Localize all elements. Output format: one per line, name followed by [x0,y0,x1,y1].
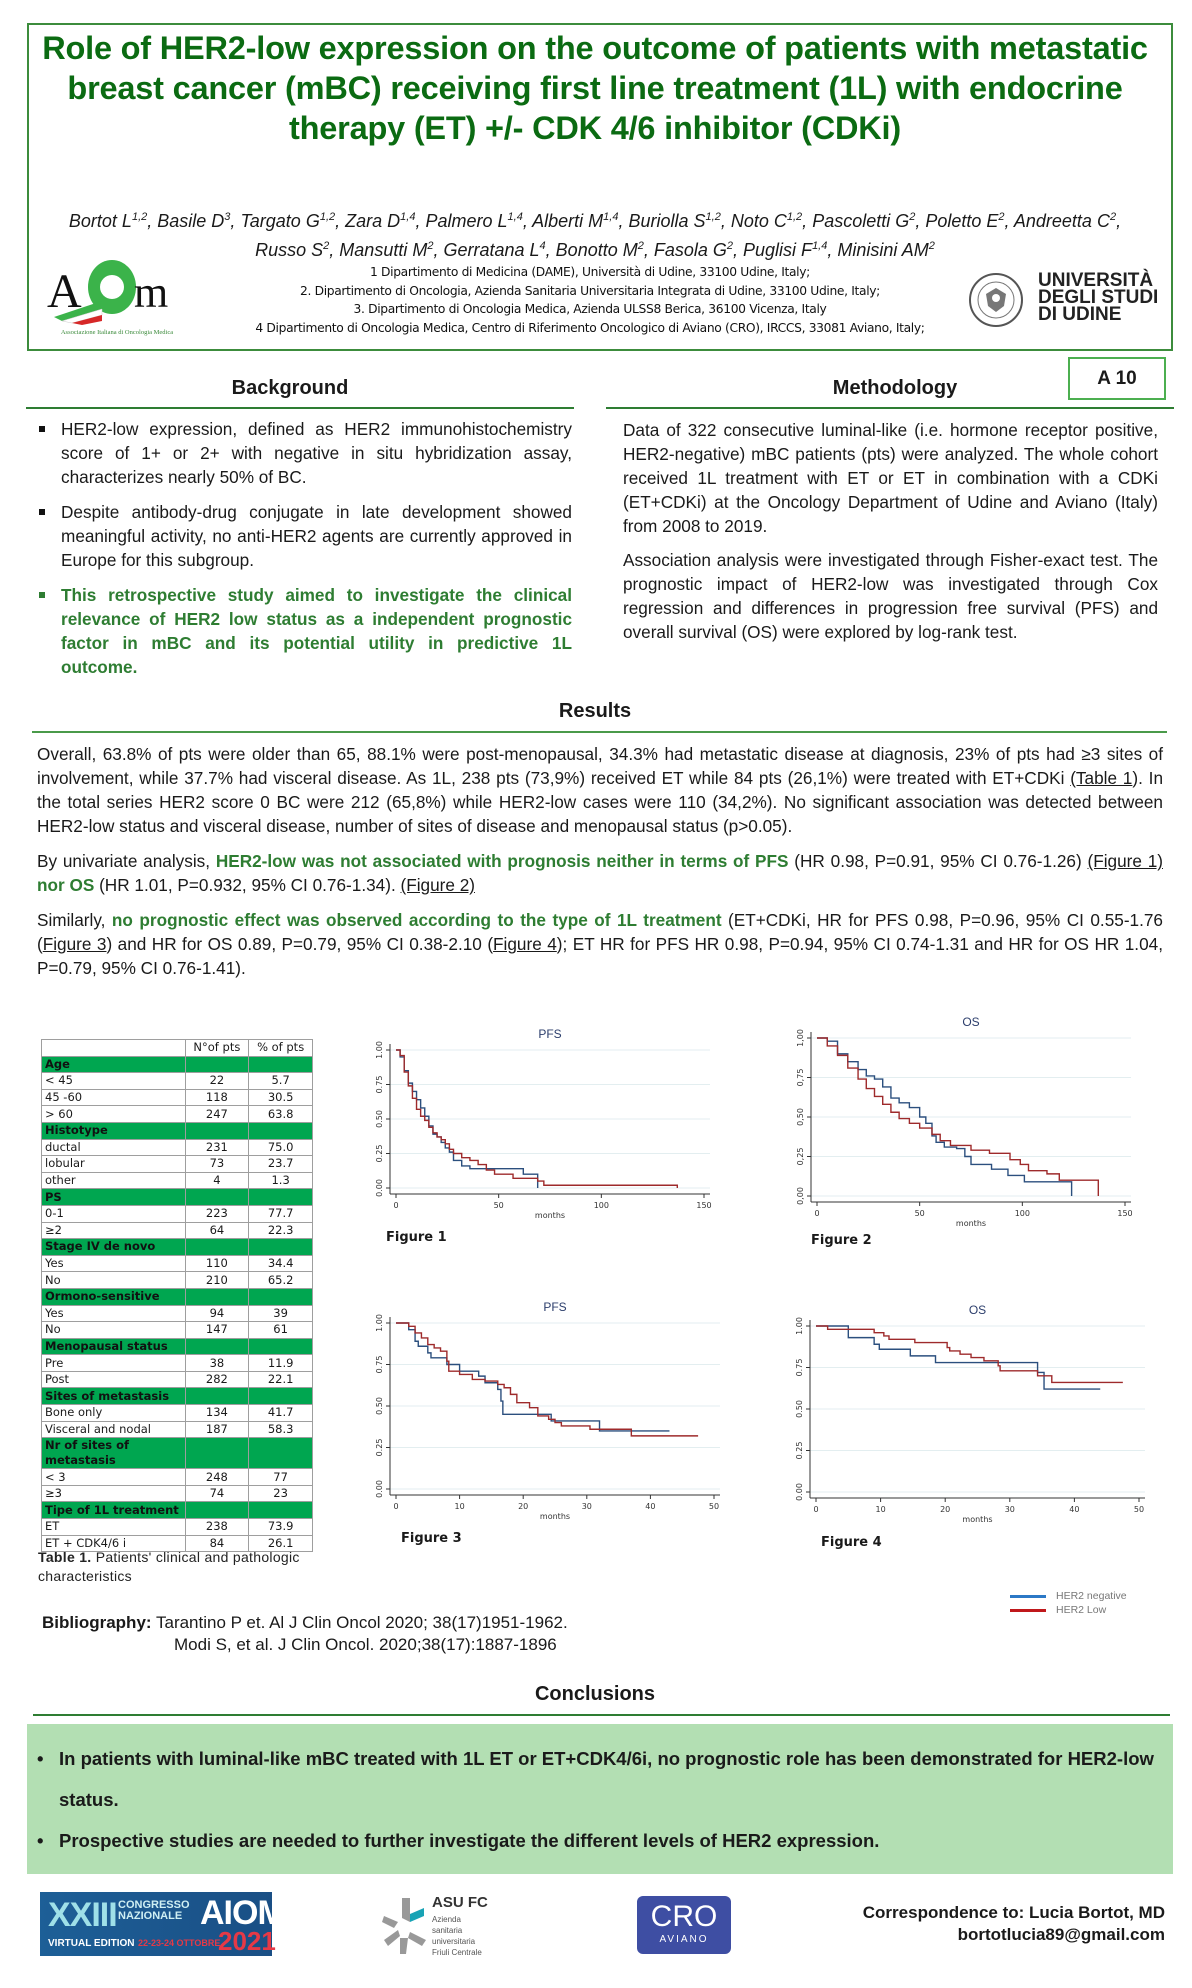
text-span: Similarly, [37,910,112,930]
group-cell [185,1239,249,1256]
author: Pascoletti $G^2$ [812,211,916,231]
y-tick-label: 1.00 [375,1314,384,1332]
group-name: Sites of metastasis [42,1388,186,1405]
group-cell [185,1288,249,1305]
x-tick-label: 40 [645,1502,656,1511]
author: Alberti M$^{1,4}$ [532,211,619,231]
pts-percent: 58.3 [249,1421,313,1438]
group-name: Menopausal status [42,1338,186,1355]
author: Zara D$^{1,4}$ [345,211,416,231]
pts-percent: 39 [249,1305,313,1322]
author: Buriolla S$^{1,2}$ [628,211,721,231]
congress-brand: AIOM [200,1894,285,1932]
km-curve-her2-low [816,1326,1123,1382]
table-1-link[interactable]: (Table 1 [1070,768,1133,788]
row-label: No [42,1322,186,1339]
y-tick-label: 0.25 [375,1144,384,1163]
pts-count: 38 [185,1355,249,1372]
background-title: Background [231,377,349,399]
chart-title: PFS [543,1300,567,1314]
correspondence-email[interactable]: bortotlucia89@gmail.com [957,1925,1165,1944]
pts-percent: 11.9 [249,1355,313,1372]
table-header: % of pts [249,1040,313,1057]
x-axis-label: months [962,1515,993,1524]
pts-count: 210 [185,1272,249,1289]
pts-count: 147 [185,1322,249,1339]
methodology-rule [606,407,1174,409]
affiliation-4: 4 Dipartimento di Oncologia Medica, Centro di Riferimento Oncologico di Aviano (CRO), IRCCS, 33081 Aviano, Italy; [255,320,925,335]
x-tick-label: 150 [1117,1209,1133,1218]
table-group-row [42,1239,313,1256]
aiom-logo-subtitle: Associazione Italiana di Oncologia Medica [60,329,174,336]
university-seal-icon [968,272,1028,332]
x-tick-label: 100 [1014,1209,1030,1218]
table-row [42,1255,313,1272]
group-name: Age [42,1056,186,1073]
row-label: Visceral and nodal [42,1421,186,1438]
figure-1-link[interactable]: (Figure 1) [1087,851,1163,871]
table-row [42,1322,313,1339]
y-tick-label: 0.75 [375,1075,384,1094]
y-tick-label: 0,25 [796,1147,805,1166]
author: Minisini $AM^2$ [837,240,935,260]
legend-label: HER2 Low [1056,1604,1107,1616]
x-tick-label: 0 [393,1502,399,1511]
pts-percent: 61 [249,1322,313,1339]
conclusions-title: Conclusions [534,1683,655,1705]
background-rule [26,407,574,409]
pts-percent: 63.8 [249,1106,313,1123]
pts-count: 118 [185,1089,249,1106]
x-tick-label: 10 [875,1505,886,1514]
group-cell [249,1288,313,1305]
table-row [42,1205,313,1222]
methodology-paragraph: Association analysis were investigated through Fisher-exact test. The prognostic impact of HER2-low was investigated through Cox regression and differences in progression free survival (PFS) and overall survival (OS) were explored by log-rank test. [623,550,1158,642]
author: Andreetta $C^2$ [1013,211,1117,231]
text-span: ) and HR for OS 0.89, P=0.79, 95% CI 0.38-2.10 ( [106,934,494,954]
table-row [42,1139,313,1156]
row-label: other [42,1172,186,1189]
group-name: Nr of sites of metastasis [42,1438,186,1469]
text-span: Overall, 63.8% of pts were older than 65, 88.1% were post-menopausal, 34.3% had metastatic disease at diagnosis, 23% of pts had ≥3 sites of involvement, while 37.7% had visceral disease. As 1L, 238 pts (73,9%) received ET while 84 pts (26,1%) were treated with ET+CDKi [37,744,1163,788]
group-cell [185,1189,249,1206]
table-group-row [42,1502,313,1519]
table-group-row [42,1288,313,1305]
row-label: ductal [42,1139,186,1156]
figure-2-chart [783,1012,1153,1237]
table-row [42,1156,313,1173]
author: Mansutti $M^2$ [339,240,434,260]
row-label: < 45 [42,1073,186,1090]
pts-count: 134 [185,1405,249,1422]
figure-3-label: Figure 3 [401,1531,462,1546]
table-row [42,1305,313,1322]
km-curve-her2-low [396,1323,698,1436]
author: Basile $D^3$ [157,211,231,231]
cro-city: AVIANO [659,1934,709,1945]
background-bullet: HER2-low expression, defined as HER2 immunohistochemistry score of 1+ or 2+ with negative in situ hybridization assay, characterizes nearly 50% of BC. [32,417,572,489]
group-cell [185,1338,249,1355]
group-name: Stage IV de novo [42,1239,186,1256]
group-cell [185,1438,249,1469]
chart-title: OS [962,1015,980,1029]
author: Poletto $E^2$ [925,211,1005,231]
table-row [42,1272,313,1289]
row-label: 0-1 [42,1205,186,1222]
row-label: < 3 [42,1469,186,1486]
pts-count: 248 [185,1469,249,1486]
y-tick-label: 1.00 [795,1317,804,1335]
table-row [42,1469,313,1486]
affiliation-3: 3. Dipartimento di Oncologia Medica, Azienda ULSS8 Berica, 36100 Vicenza, Italy [353,302,827,316]
table-group-row [42,1122,313,1139]
group-cell [249,1438,313,1469]
pts-percent: 22.3 [249,1222,313,1239]
group-name: Histotype [42,1122,186,1139]
table-group-row [42,1388,313,1405]
pts-count: 110 [185,1255,249,1272]
figure-3-link[interactable]: Figure 3 [42,934,107,954]
results-paragraph-1 [37,742,1163,838]
legend-item-her2-low [1010,1603,1180,1617]
figure-4-label: Figure 4 [821,1535,882,1550]
table-row [42,1421,313,1438]
x-tick-label: 20 [940,1505,951,1514]
pts-count: 73 [185,1156,249,1173]
table-group-row [42,1056,313,1073]
conclusions-box [27,1724,1173,1874]
fig3-svg [362,1292,732,1522]
pts-percent: 75.0 [249,1139,313,1156]
group-cell [249,1056,313,1073]
row-label: Post [42,1371,186,1388]
y-tick-label: 0,75 [796,1068,805,1087]
table-group-row [42,1189,313,1206]
group-cell [249,1189,313,1206]
correspondence-name: Correspondence to: Lucia Bortot, MD [862,1903,1165,1922]
group-cell [249,1388,313,1405]
background-bullet: Despite antibody-drug conjugate in late development showed meaningful activity, no anti-HER2 agents are currently approved in Europe for this subgroup. [32,500,572,572]
y-tick-label: 0.50 [375,1397,384,1415]
author: Bonotto $M^2$ [555,240,644,260]
methodology-title: Methodology [832,377,958,399]
group-cell [249,1239,313,1256]
group-cell [185,1502,249,1519]
y-tick-label: 0.00 [375,1179,384,1197]
university-udine-logo [968,272,1168,332]
pts-percent: 5.7 [249,1073,313,1090]
row-label: > 60 [42,1106,186,1123]
x-tick-label: 30 [1004,1505,1015,1514]
figure-4-link[interactable]: Figure 4 [493,934,557,954]
legend-item-her2-negative [1010,1589,1180,1603]
y-tick-label: 1.00 [375,1041,384,1059]
group-cell [249,1122,313,1139]
x-axis-label: months [955,1219,987,1228]
x-tick-label: 30 [581,1502,592,1511]
table-row [42,1073,313,1090]
background-list [32,417,572,690]
row-label: ET + CDK4/6 i [42,1535,186,1552]
background-bullet-highlight: This retrospective study aimed to investigate the clinical relevance of HER2 low status as a independent prognostic factor in mBC and its potential utility in predictive 1L outcome. [32,583,572,679]
row-label: No [42,1272,186,1289]
results-paragraph-2 [37,849,1163,897]
uniud-line-3: DI UDINE [1038,304,1122,325]
text-span: (ET+CDKi, HR for PFS 0.98, P=0.96, 95% CI 0.55-1.76 ( [37,910,1163,954]
pts-count: 238 [185,1519,249,1536]
group-cell [249,1502,313,1519]
congress-dates: 22-23-24 OTTOBRE [138,1938,221,1948]
pts-percent: 23.7 [249,1156,313,1173]
row-label: ≥2 [42,1222,186,1239]
pts-count: 94 [185,1305,249,1322]
table-row [42,1485,313,1502]
pts-count: 282 [185,1371,249,1388]
text-span: By univariate analysis, [37,851,216,871]
row-label: ET [42,1519,186,1536]
conclusions-rule [33,1714,1170,1716]
results-paragraph-3 [37,908,1163,980]
pts-percent: 73.9 [249,1519,313,1536]
table-header [42,1040,186,1057]
y-tick-label: 0.50 [375,1110,384,1128]
aiom-congress-logo [40,1892,285,1956]
author: Russo $S^2$ [255,240,330,260]
legend-swatch [1010,1595,1046,1598]
row-label: Yes [42,1255,186,1272]
results-rule [32,731,1167,733]
pts-percent: 1.3 [249,1172,313,1189]
results-title: Results [558,700,632,722]
pts-count: 247 [185,1106,249,1123]
congress-edition: VIRTUAL EDITION [48,1938,135,1949]
table-caption-label: Table 1. [38,1549,92,1565]
group-name: Tipe of 1L treatment [42,1502,186,1519]
group-cell [185,1122,249,1139]
characteristics-table [41,1039,313,1552]
pts-count: 223 [185,1205,249,1222]
table-row [42,1222,313,1239]
congress-line-1: CONGRESSO [118,1899,190,1911]
author: Puglisi F$^{1,4}$ [743,240,828,260]
pts-count: 74 [185,1485,249,1502]
pts-percent: 65.2 [249,1272,313,1289]
author: Noto C$^{1,2}$ [730,211,803,231]
table-row [42,1355,313,1372]
table-row [42,1089,313,1106]
chart-title: OS [968,1303,987,1317]
pts-percent: 34.4 [249,1255,313,1272]
pts-count: 187 [185,1421,249,1438]
pts-count: 22 [185,1073,249,1090]
pts-percent: 77.7 [249,1205,313,1222]
pts-percent: 77 [249,1469,313,1486]
table-group-row [42,1338,313,1355]
methodology-text [623,418,1158,654]
y-tick-label: 0.25 [375,1438,384,1457]
group-name: PS [42,1189,186,1206]
table-group-row [42,1438,313,1469]
x-tick-label: 50 [914,1209,925,1218]
asufc-line: Friuli Centrale [432,1948,482,1957]
author: Targato G$^{1,2}$ [240,211,336,231]
legend-swatch [1010,1609,1046,1612]
row-label: Pre [42,1355,186,1372]
pts-count: 84 [185,1535,249,1552]
row-label: 45 -60 [42,1089,186,1106]
x-tick-label: 0 [393,1201,399,1210]
text-span: ); ET HR for PFS HR 0.98, P=0.94, 95% CI 0.74-1.31 and HR for OS HR 1.04, P=0.79, 95% CI 0.76-1.41). [37,934,1163,978]
poster-title: Role of HER2-low expression on the outcome of patients with metastatic breast cancer (mBC) receiving first line treatment (1L) with endocrine therapy (ET) +/- CDK 4/6 inhibitor (CDKi) [42,30,1148,146]
asufc-emblem-icon [380,1896,430,1956]
author: Fasola $G^2$ [653,240,734,260]
table-header-row [42,1040,313,1057]
y-tick-label: 0.00 [795,1483,804,1501]
uniud-line-1: UNIVERSITÀ [1038,270,1154,291]
x-tick-label: 0 [813,1505,819,1514]
table-row [42,1371,313,1388]
row-label: Yes [42,1305,186,1322]
km-curve-her2-negative [816,1326,1100,1389]
text-span: ). In the total series HER2 score 0 BC were 212 (65,8%) while HER2-low cases were 110 (34,2%). No significant association was detected between HER2-low status and visceral disease, number of sites of disease and menopausal status (p>0.05). [37,768,1163,836]
fig1-svg [362,1022,732,1220]
pts-percent: 26.1 [249,1535,313,1552]
figure-3-chart [362,1292,732,1527]
group-cell [185,1056,249,1073]
x-tick-label: 0 [814,1209,820,1218]
figure-1-chart [362,1022,732,1222]
y-tick-label: 0.25 [795,1441,804,1460]
pts-percent: 23 [249,1485,313,1502]
uniud-line-2: DEGLI STUDI [1038,287,1159,308]
chart-legend [1010,1589,1180,1617]
pts-count: 231 [185,1139,249,1156]
bibliography-label: Bibliography: [42,1613,152,1632]
table-row [42,1106,313,1123]
conclusion-bullet: • In patients with luminal-like mBC treated with 1L ET or ET+CDK4/6i, no prognostic role has been demonstrated for HER2-low status. [29,1738,1173,1820]
conclusion-bullet: • Prospective studies are needed to further investigate the different levels of HER2 expression. [29,1820,1173,1861]
text-span: (HR 0.98, P=0.91, 95% CI 0.76-1.26) [788,851,1088,871]
table-row [42,1405,313,1422]
bibliography-ref: Modi S, et al. J Clin Oncol. 2020;38(17):1887-1896 [174,1635,557,1654]
aiom-logo [42,255,192,337]
group-name: Ormono-sensitive [42,1288,186,1305]
row-label: Bone only [42,1405,186,1422]
figure-2-link[interactable]: (Figure 2) [400,875,475,895]
x-axis-label: months [539,1512,571,1521]
asufc-line: universitaria [432,1937,476,1946]
km-curve-her2-negative [396,1323,669,1431]
author: Gerratana $L^4$ [443,240,546,260]
x-tick-label: 20 [518,1502,529,1511]
y-tick-label: 0.75 [795,1358,804,1377]
highlight-span: nor OS [37,875,95,895]
author: Palmero L$^{1,4}$ [425,211,523,231]
x-tick-label: 100 [593,1201,609,1210]
asufc-line: Azienda sanitaria [432,1915,463,1935]
results-text [37,742,1163,991]
x-tick-label: 50 [1133,1505,1145,1514]
group-cell [185,1388,249,1405]
aiom-logo-text: A [47,265,82,318]
table-caption [38,1548,328,1586]
affiliation-1: 1 Dipartimento di Medicina (DAME), Università di Udine, 33100 Udine, Italy; [370,265,810,279]
x-tick-label: 50 [493,1201,504,1210]
legend-label: HER2 negative [1056,1590,1127,1602]
cro-aviano-logo [637,1896,731,1954]
highlight-span: HER2-low was not associated with prognosis neither in terms of PFS [215,851,789,871]
text-span: (HR 1.01, P=0.932, 95% CI 0.76-1.34). [94,875,401,895]
pts-count: 4 [185,1172,249,1189]
author-list: Bortot L$^{1,2}$, Basile $D^3$, Targato G$^{1,2}$, Zara D$^{1,4}$, Palmero L$^{1,4}$, Alberti M$^{1,4}$, Buriolla S$^{1,2}$, Noto C$^{1,2}$, Pascoletti $G^2$, Poletto $E^2$, Andreetta $C^2$, Russo $S^2$, Mansutti $M^2$, Gerratana $L^4$, Bonotto $M^2$, Fasola $G^2$, Puglisi F$^{1,4}$, Minisini $AM^2$ [68,211,1122,260]
table-row [42,1519,313,1536]
figure-1-label: Figure 1 [386,1230,447,1245]
methodology-paragraph: Data of 322 consecutive luminal-like (i.e. hormone receptor positive, HER2-negative) mBC patients (pts) were analyzed. The whole cohort received 1L treatment with ET or ET in combination with a CDKi (ET+CDKi) at the Oncology Department of Udine and Aviano (Italy) from 2008 to 2019. [623,420,1158,536]
affiliations [200,263,980,337]
bibliography [42,1612,842,1656]
figure-4-chart [782,1292,1167,1529]
svg-text:m: m [134,268,169,317]
figure-2-label: Figure 2 [811,1233,872,1248]
group-cell [249,1338,313,1355]
affiliation-2: 2. Dipartimento di Oncologia, Azienda Sanitaria Universitaria Integrata di Udine, 33100 Udine, Italy; [300,283,880,298]
author: Bortot L$^{1,2}$ [68,211,148,231]
chart-title: PFS [538,1027,562,1041]
y-tick-label: 0.00 [375,1480,384,1498]
pts-percent: 41.7 [249,1405,313,1422]
pts-count: 64 [185,1222,249,1239]
x-tick-label: 50 [708,1502,720,1511]
table-header: N°of pts [185,1040,249,1057]
congress-number: XXIII [48,1896,117,1934]
y-tick-label: 0,00 [796,1187,805,1205]
congress-year: 2021 [218,1926,276,1956]
pts-percent: 22.1 [249,1371,313,1388]
x-tick-label: 40 [1069,1505,1080,1514]
table-caption-text: Patients' clinical and pathologic characteristics [38,1549,300,1584]
y-tick-label: 0,50 [796,1108,805,1126]
asufc-name: ASU FC [432,1894,488,1911]
congress-line-2: NAZIONALE [118,1910,183,1922]
asufc-logo [380,1894,490,1958]
cro-name: CRO [650,1900,718,1933]
table-body [42,1056,313,1552]
highlight-span: no prognostic effect was observed according to the type of 1L treatment [111,910,722,930]
row-label: ≥3 [42,1485,186,1502]
y-tick-label: 0.75 [375,1355,384,1374]
x-tick-label: 150 [696,1201,712,1210]
poster-id-badge: A 10 [1068,357,1166,400]
fig4-svg [782,1292,1167,1524]
row-label: lobular [42,1156,186,1173]
y-tick-label: 0.50 [795,1400,804,1418]
table-row [42,1172,313,1189]
fig2-svg [783,1012,1153,1232]
x-tick-label: 10 [454,1502,465,1511]
x-axis-label: months [534,1211,566,1220]
correspondence [760,1902,1165,1946]
y-tick-label: 1,00 [796,1029,805,1047]
bibliography-ref: Tarantino P et. Al J Clin Oncol 2020; 38(17)1951-1962. [155,1613,568,1632]
pts-percent: 30.5 [249,1089,313,1106]
